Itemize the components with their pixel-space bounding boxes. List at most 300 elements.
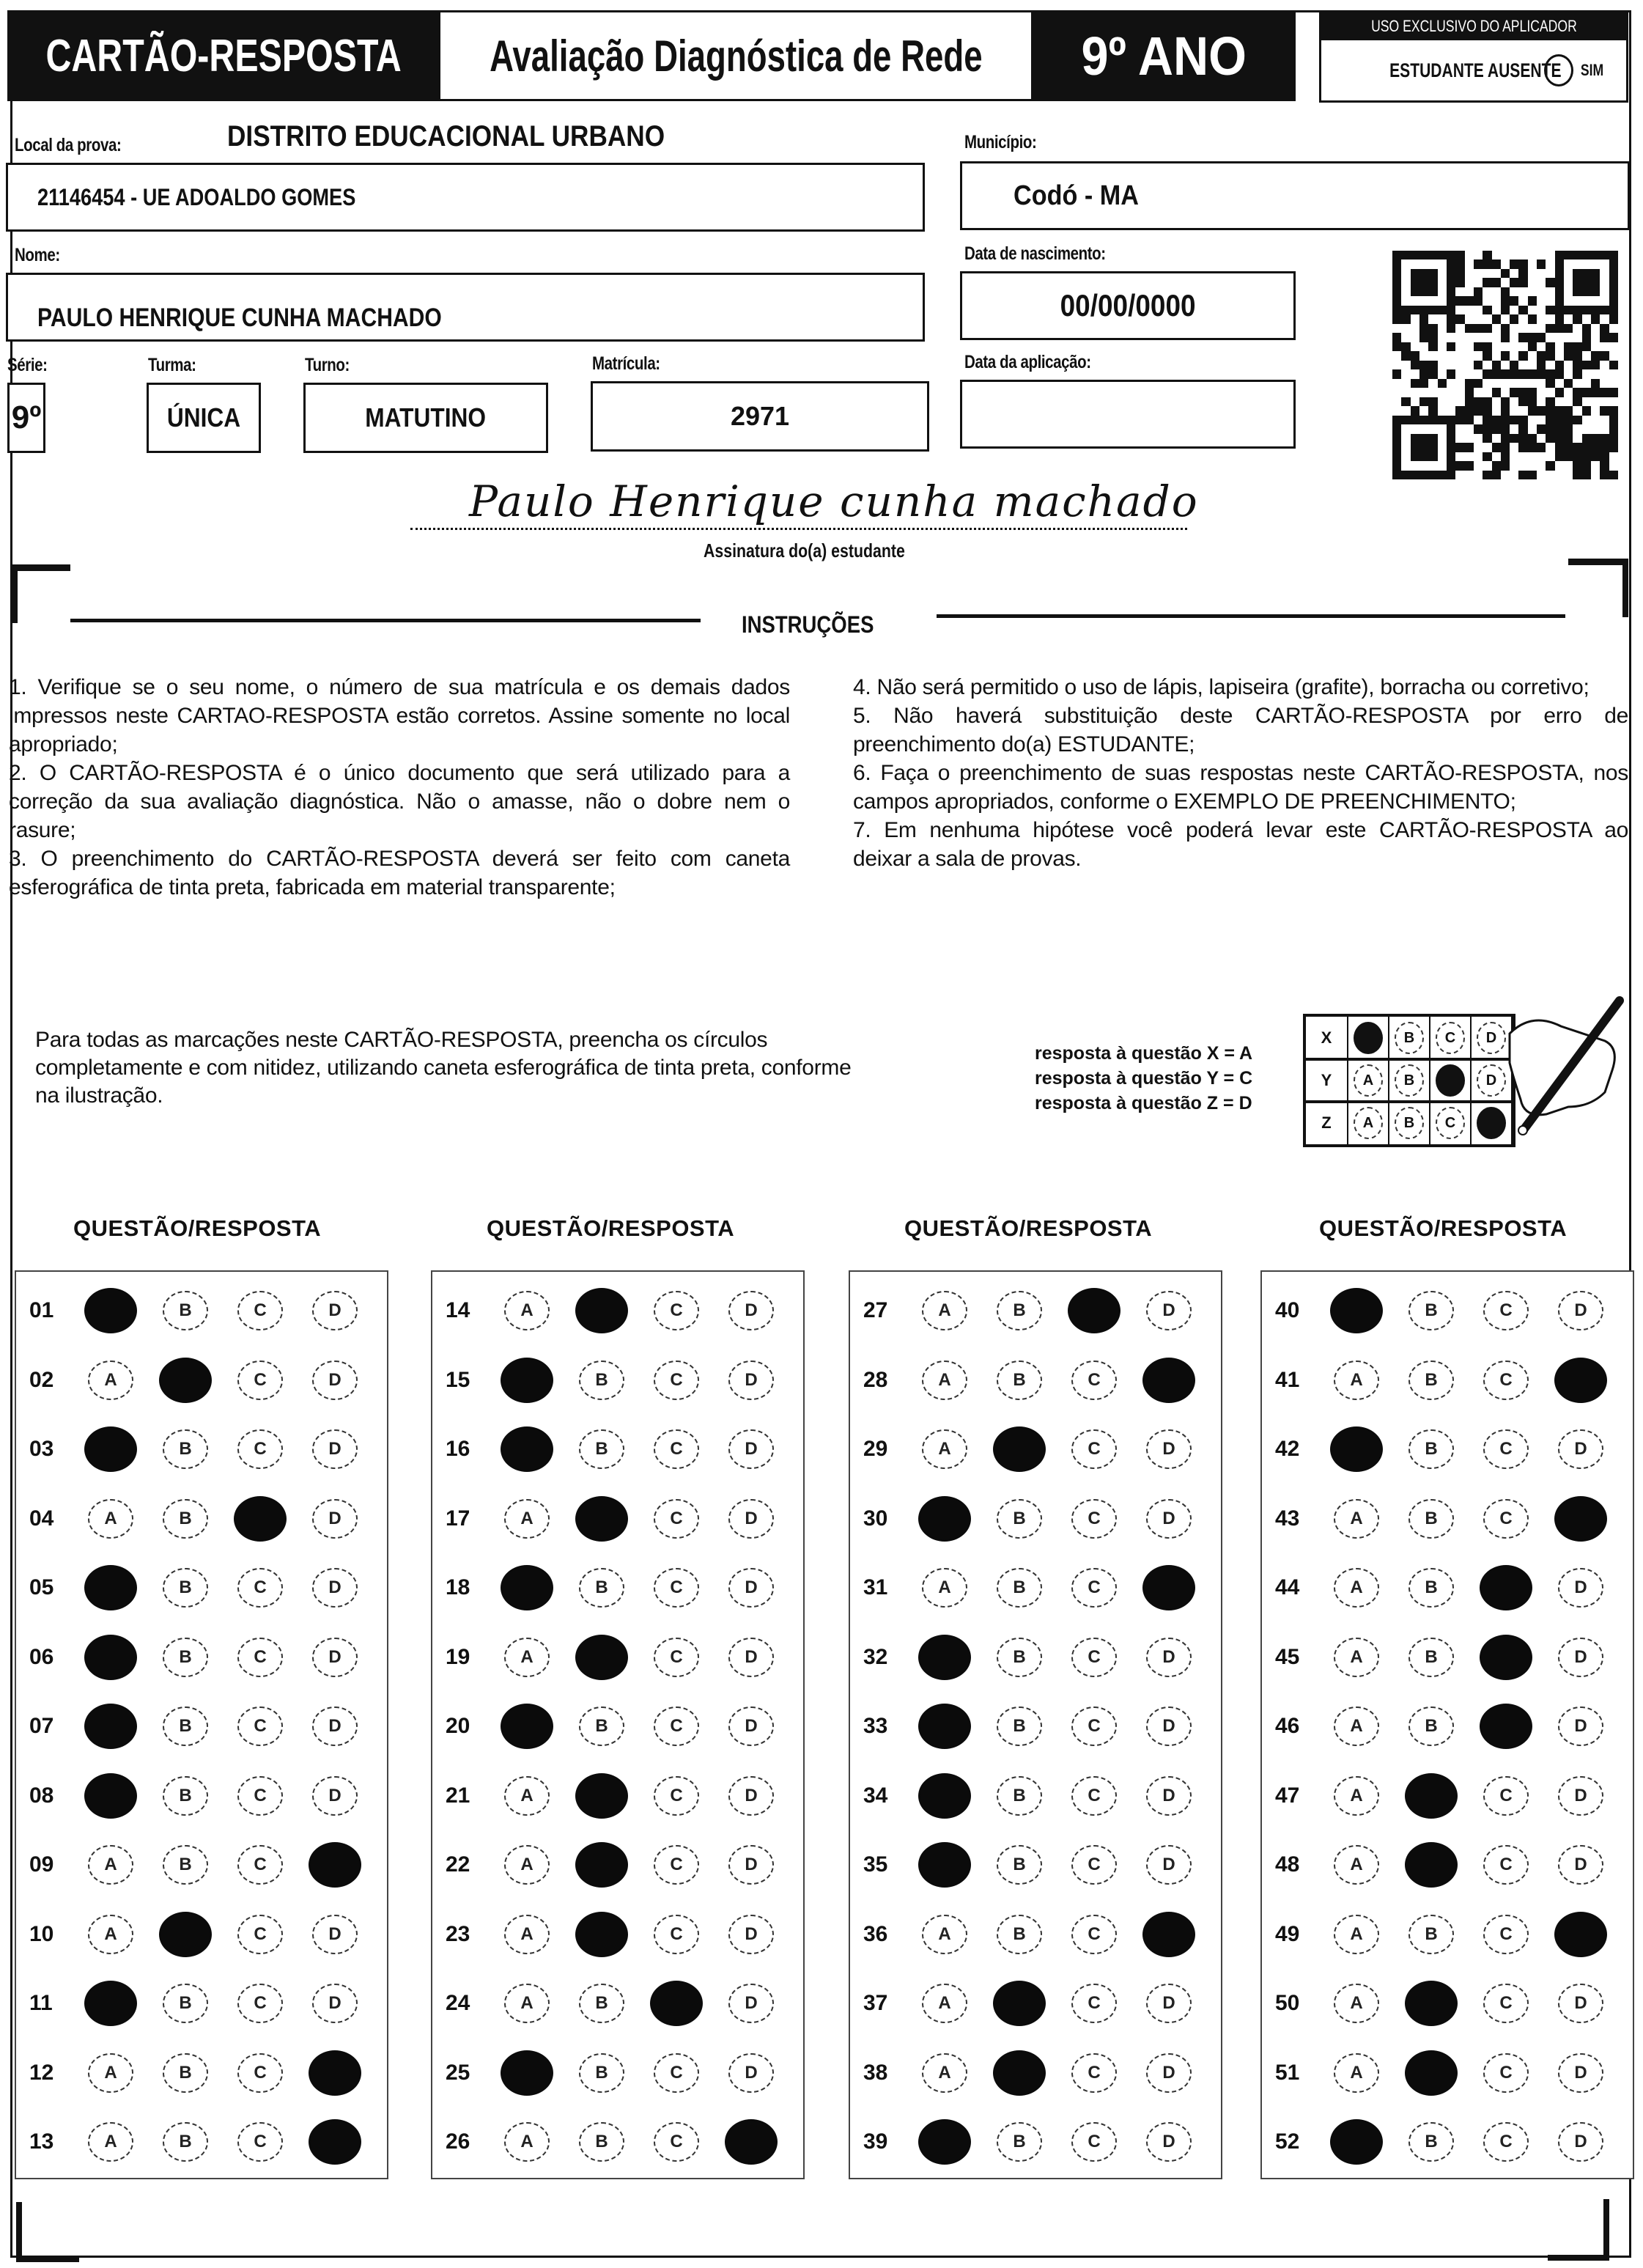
answer-bubble-b[interactable]: B <box>1408 1291 1454 1330</box>
answer-bubble-b[interactable]: B <box>579 1429 624 1469</box>
corner-mark-top-right <box>1568 559 1628 565</box>
question-row <box>850 1359 1221 1403</box>
answer-bubble-b[interactable]: B <box>579 1568 624 1608</box>
answer-bubble-a[interactable]: A <box>504 1984 550 2023</box>
answer-bubble-b[interactable]: B <box>163 1845 208 1885</box>
answer-bubble-b[interactable]: B <box>163 1638 208 1677</box>
answer-bubble-d[interactable]: D <box>1558 1638 1603 1677</box>
question-number: 38 <box>863 2060 888 2085</box>
answer-bubble-d[interactable] <box>1554 1358 1607 1403</box>
answer-bubble-d[interactable]: D <box>1146 1291 1192 1330</box>
answer-bubble-c[interactable]: C <box>237 1429 283 1469</box>
answer-bubble-b[interactable]: B <box>163 1429 208 1469</box>
answer-bubble-a[interactable]: A <box>504 1291 550 1330</box>
answer-bubble-a[interactable] <box>84 1635 137 1680</box>
answer-bubble-c[interactable]: C <box>1071 1984 1117 2023</box>
answer-bubble-c[interactable]: C <box>237 1291 283 1330</box>
answer-bubble-b[interactable]: B <box>1408 1429 1454 1469</box>
answer-bubble-b[interactable]: B <box>997 1915 1042 1954</box>
question-number: 42 <box>1275 1437 1300 1461</box>
example-bubble-a: A <box>1354 1064 1383 1097</box>
answer-bubble-d[interactable] <box>1554 1912 1607 1957</box>
answer-bubble-a[interactable]: A <box>88 2053 133 2093</box>
answer-bubble-c[interactable]: C <box>1071 1568 1117 1608</box>
answer-bubble-c[interactable]: C <box>1071 1361 1117 1400</box>
answer-bubble-b[interactable]: B <box>163 1568 208 1608</box>
turma-value: ÚNICA <box>166 402 241 432</box>
question-row <box>16 1913 387 1957</box>
answer-bubble-b[interactable]: B <box>997 1568 1042 1608</box>
answer-bubble-d[interactable]: D <box>312 1361 358 1400</box>
answer-bubble-b[interactable] <box>1405 1842 1458 1888</box>
answer-bubble-a[interactable] <box>84 1773 137 1819</box>
answer-bubble-b[interactable]: B <box>163 1291 208 1330</box>
answer-bubble-a[interactable] <box>501 1358 553 1403</box>
corner-mark-bottom-left <box>16 2256 79 2262</box>
answer-bubble-c[interactable] <box>1068 1288 1120 1333</box>
answer-bubble-a[interactable]: A <box>504 1638 550 1677</box>
answer-bubble-a[interactable] <box>501 1426 553 1472</box>
answer-bubble-a[interactable] <box>1330 1288 1383 1333</box>
answer-bubble-a[interactable]: A <box>1334 2053 1379 2093</box>
answer-bubble-c[interactable]: C <box>1071 1429 1117 1469</box>
answer-bubble-c[interactable]: C <box>1483 1915 1529 1954</box>
answer-bubble-c[interactable]: C <box>654 1361 699 1400</box>
answer-bubble-d[interactable]: D <box>312 1568 358 1608</box>
answer-bubble-c[interactable]: C <box>654 1291 699 1330</box>
answer-bubble-c[interactable]: C <box>237 2122 283 2162</box>
answer-bubble-c[interactable]: C <box>654 1915 699 1954</box>
answer-bubble-b[interactable]: B <box>579 1706 624 1746</box>
answer-bubble-d[interactable]: D <box>728 1568 774 1608</box>
answer-bubble-d[interactable]: D <box>1558 1568 1603 1608</box>
card-title-banner <box>7 10 440 101</box>
answer-bubble-b[interactable]: B <box>997 1706 1042 1746</box>
answer-bubble-a[interactable]: A <box>88 1915 133 1954</box>
answer-bubble-a[interactable]: A <box>1334 1984 1379 2023</box>
answer-bubble-a[interactable] <box>84 1288 137 1333</box>
answer-bubble-d[interactable]: D <box>1558 1429 1603 1469</box>
question-row <box>850 1775 1221 1819</box>
answer-bubble-b[interactable]: B <box>579 1361 624 1400</box>
answer-bubble-a[interactable]: A <box>922 1291 967 1330</box>
answer-bubble-d[interactable]: D <box>1146 2122 1192 2162</box>
answer-bubble-c[interactable]: C <box>654 2053 699 2093</box>
answer-bubble-c[interactable]: C <box>654 1638 699 1677</box>
answer-bubble-c[interactable]: C <box>1071 2122 1117 2162</box>
answer-bubble-d[interactable]: D <box>728 1291 774 1330</box>
answer-bubble-a[interactable]: A <box>1334 1845 1379 1885</box>
municipio-field <box>960 161 1630 230</box>
answer-bubble-d[interactable]: D <box>312 1776 358 1816</box>
example-bubble-c: C <box>1436 1107 1465 1139</box>
answer-bubble-d[interactable]: D <box>1558 1706 1603 1746</box>
question-row <box>16 1775 387 1819</box>
answer-bubble-b[interactable]: B <box>997 1638 1042 1677</box>
answer-bubble-b[interactable] <box>575 1912 628 1957</box>
question-row <box>850 1844 1221 1888</box>
example-bubble-b: B <box>1395 1022 1424 1054</box>
question-row <box>432 1289 803 1333</box>
answer-bubble-a[interactable] <box>1330 2119 1383 2165</box>
answer-bubble-b[interactable]: B <box>1408 1361 1454 1400</box>
question-row <box>850 1498 1221 1542</box>
question-row <box>16 1705 387 1749</box>
answer-bubble-b[interactable]: B <box>163 2122 208 2162</box>
answer-bubble-b[interactable]: B <box>163 2053 208 2093</box>
answer-bubble-d[interactable]: D <box>1146 1499 1192 1539</box>
answer-bubble-b[interactable] <box>1405 1773 1458 1819</box>
question-row <box>850 2121 1221 2165</box>
answer-bubble-a[interactable]: A <box>88 1361 133 1400</box>
question-row <box>1262 1844 1633 1888</box>
question-number: 49 <box>1275 1921 1300 1946</box>
answer-bubble-c[interactable]: C <box>1483 1984 1529 2023</box>
answer-bubble-c[interactable]: C <box>1483 1361 1529 1400</box>
answer-bubble-b[interactable]: B <box>997 1499 1042 1539</box>
question-row <box>850 1289 1221 1333</box>
answer-bubble-b[interactable] <box>575 1288 628 1333</box>
example-cell <box>1389 1017 1430 1059</box>
answer-bubble-c[interactable] <box>1480 1704 1532 1749</box>
question-number: 35 <box>863 1852 888 1877</box>
answer-bubble-c[interactable]: C <box>1483 1845 1529 1885</box>
question-row <box>1262 1775 1633 1819</box>
answer-bubble-a[interactable] <box>84 1426 137 1472</box>
answer-bubble-c[interactable] <box>1480 1635 1532 1680</box>
answer-bubble-d[interactable]: D <box>1558 2053 1603 2093</box>
answer-bubble-d[interactable]: D <box>1146 1638 1192 1677</box>
answer-bubble-a[interactable]: A <box>922 1429 967 1469</box>
turno-field <box>303 383 548 453</box>
answer-bubble-c[interactable]: C <box>1483 2053 1529 2093</box>
question-row <box>16 2121 387 2165</box>
answer-bubble-b[interactable] <box>993 2050 1046 2096</box>
answer-bubble-d[interactable]: D <box>312 1291 358 1330</box>
answer-bubble-b[interactable] <box>575 1842 628 1888</box>
answer-bubble-d[interactable]: D <box>312 1984 358 2023</box>
question-number: 17 <box>446 1506 470 1531</box>
column-header: QUESTÃO/RESPOSTA <box>904 1215 1153 1241</box>
answer-bubble-a[interactable]: A <box>504 1845 550 1885</box>
question-number: 39 <box>863 2129 888 2154</box>
answer-bubble-a[interactable]: A <box>1334 1499 1379 1539</box>
answer-bubble-a[interactable]: A <box>88 2122 133 2162</box>
answer-bubble-a[interactable] <box>918 1496 971 1542</box>
answer-bubble-d[interactable]: D <box>728 1915 774 1954</box>
answer-bubble-d[interactable]: D <box>1146 2053 1192 2093</box>
answer-bubble-c[interactable]: C <box>1071 2053 1117 2093</box>
answer-bubble-d[interactable]: D <box>1558 1845 1603 1885</box>
question-number: 15 <box>446 1367 470 1392</box>
answer-bubble-b[interactable]: B <box>1408 1706 1454 1746</box>
answer-bubble-c[interactable] <box>1480 1565 1532 1610</box>
answer-bubble-c[interactable]: C <box>654 2122 699 2162</box>
answer-bubble-b[interactable] <box>159 1358 212 1403</box>
answer-bubble-c[interactable]: C <box>237 1638 283 1677</box>
grade-badge: 9º ANO <box>1081 25 1247 86</box>
example-text: Para todas as marcações neste CARTÃO-RESPOSTA, preencha os círculos completamente e com nitidez, utilizando caneta esferográfica de tinta preta, conforme na ilustração. <box>35 1028 852 1108</box>
answer-bubble-a[interactable]: A <box>88 1845 133 1885</box>
signature-line <box>410 528 1187 530</box>
signature-handwritten: Paulo Henrique cunha machado <box>469 476 1199 526</box>
answer-bubble-a[interactable] <box>84 1704 137 1749</box>
answer-bubble-c[interactable]: C <box>1071 1638 1117 1677</box>
answer-bubble-b[interactable]: B <box>1408 1499 1454 1539</box>
answer-bubble-d[interactable]: D <box>728 2053 774 2093</box>
question-number: 30 <box>863 1506 888 1531</box>
answer-bubble-a[interactable]: A <box>504 2122 550 2162</box>
question-number: 05 <box>29 1575 54 1599</box>
answer-bubble-c[interactable]: C <box>237 1776 283 1816</box>
answer-bubble-c[interactable]: C <box>237 1845 283 1885</box>
answer-bubble-a[interactable]: A <box>1334 1568 1379 1608</box>
answer-bubble-a[interactable]: A <box>922 2053 967 2093</box>
question-number: 36 <box>863 1921 888 1946</box>
question-number: 25 <box>446 2060 470 2085</box>
question-number: 19 <box>446 1644 470 1669</box>
example-bubble-b: B <box>1395 1064 1424 1097</box>
answer-bubble-d[interactable] <box>1554 1496 1607 1542</box>
nascimento-value: 00/00/0000 <box>1060 288 1196 323</box>
answer-bubble-d[interactable] <box>1142 1358 1195 1403</box>
answer-bubble-d[interactable]: D <box>1558 1776 1603 1816</box>
answer-bubble-d[interactable]: D <box>728 1361 774 1400</box>
answer-bubble-a[interactable]: A <box>922 1984 967 2023</box>
answer-bubble-c[interactable]: C <box>654 1706 699 1746</box>
answer-bubble-a[interactable]: A <box>922 1915 967 1954</box>
turma-label: Turma: <box>148 355 196 375</box>
answer-bubble-b[interactable]: B <box>997 2122 1042 2162</box>
answer-bubble-d[interactable]: D <box>312 1706 358 1746</box>
answer-bubble-c[interactable] <box>650 1981 703 2026</box>
answer-bubble-b[interactable]: B <box>163 1984 208 2023</box>
answer-bubble-d[interactable] <box>309 2050 361 2096</box>
answer-bubble-a[interactable] <box>501 1565 553 1610</box>
question-row <box>1262 1636 1633 1680</box>
answer-bubble-a[interactable]: A <box>88 1499 133 1539</box>
question-row <box>1262 1982 1633 2026</box>
answer-bubble-b[interactable] <box>575 1635 628 1680</box>
answer-bubble-a[interactable] <box>1330 1426 1383 1472</box>
question-row <box>1262 1359 1633 1403</box>
answer-bubble-a[interactable] <box>918 1773 971 1819</box>
answer-bubble-a[interactable]: A <box>922 1361 967 1400</box>
answer-bubble-d[interactable]: D <box>728 1706 774 1746</box>
answer-bubble-d[interactable] <box>309 2119 361 2165</box>
answer-bubble-c[interactable]: C <box>1483 1429 1529 1469</box>
instruction-6: 6. Faça o preenchimento de suas respostas neste CARTÃO-RESPOSTA, nos campos apropriados, conforme o EXEMPLO DE PREENCHIMENTO; <box>853 761 1628 814</box>
answer-bubble-d[interactable]: D <box>728 1429 774 1469</box>
answer-bubble-b[interactable] <box>1405 2050 1458 2096</box>
answer-bubble-d[interactable] <box>309 1842 361 1888</box>
answer-bubble-d[interactable]: D <box>1146 1845 1192 1885</box>
corner-mark-bottom-right-v <box>1603 2199 1609 2261</box>
question-number: 23 <box>446 1921 470 1946</box>
answer-bubble-d[interactable]: D <box>1146 1984 1192 2023</box>
question-row <box>850 2052 1221 2096</box>
question-number: 04 <box>29 1506 54 1531</box>
answer-bubble-b[interactable]: B <box>1408 1638 1454 1677</box>
answer-bubble-a[interactable] <box>918 1842 971 1888</box>
answer-bubble-c[interactable]: C <box>237 1706 283 1746</box>
nome-label: Nome: <box>15 245 60 265</box>
question-row <box>432 2052 803 2096</box>
question-number: 20 <box>446 1714 470 1738</box>
answer-bubble-b[interactable]: B <box>1408 1568 1454 1608</box>
question-row <box>16 1289 387 1333</box>
answer-bubble-d[interactable] <box>1142 1565 1195 1610</box>
answer-bubble-a[interactable]: A <box>1334 1706 1379 1746</box>
answer-bubble-c[interactable]: C <box>654 1429 699 1469</box>
answer-bubble-d[interactable]: D <box>1558 1984 1603 2023</box>
answer-bubble-c[interactable]: C <box>1483 1499 1529 1539</box>
example-bubble-d: D <box>1477 1022 1506 1054</box>
turno-label: Turno: <box>305 355 350 375</box>
question-number: 07 <box>29 1714 54 1738</box>
answer-bubble-c[interactable]: C <box>1071 1915 1117 1954</box>
answer-bubble-a[interactable]: A <box>1334 1361 1379 1400</box>
example-row-label: Y <box>1306 1059 1348 1102</box>
answer-bubble-a[interactable]: A <box>1334 1638 1379 1677</box>
answer-bubble-b[interactable]: B <box>1408 1915 1454 1954</box>
matricula-label: Matrícula: <box>592 353 660 374</box>
answer-bubble-a[interactable]: A <box>1334 1776 1379 1816</box>
question-number: 45 <box>1275 1644 1300 1669</box>
answer-bubble-a[interactable] <box>501 1704 553 1749</box>
nascimento-label: Data de nascimento: <box>964 243 1106 264</box>
answer-bubble-c[interactable]: C <box>1483 1776 1529 1816</box>
answer-bubble-d[interactable]: D <box>728 1499 774 1539</box>
local-label: Local da prova: <box>15 135 122 155</box>
answer-bubble-a[interactable] <box>84 1981 137 2026</box>
answer-bubble-b[interactable] <box>575 1496 628 1542</box>
school-value: 21146454 - UE ADOALDO GOMES <box>37 183 356 210</box>
answer-bubble-d[interactable]: D <box>728 1984 774 2023</box>
instruction-7: 7. Em nenhuma hipótese você poderá levar este CARTÃO-RESPOSTA ao deixar a sala de provas. <box>853 818 1628 871</box>
answer-bubble-a[interactable]: A <box>504 1776 550 1816</box>
answer-bubble-d[interactable]: D <box>1558 1291 1603 1330</box>
question-number: 43 <box>1275 1506 1300 1531</box>
answer-bubble-a[interactable] <box>84 1565 137 1610</box>
answer-bubble-c[interactable]: C <box>1071 1845 1117 1885</box>
answer-bubble-d[interactable]: D <box>728 1776 774 1816</box>
question-number: 26 <box>446 2129 470 2154</box>
answer-bubble-b[interactable] <box>575 1773 628 1819</box>
answer-bubble-b[interactable] <box>159 1912 212 1957</box>
question-number: 28 <box>863 1367 888 1392</box>
answer-bubble-a[interactable]: A <box>504 1499 550 1539</box>
answer-bubble-c[interactable]: C <box>654 1499 699 1539</box>
answer-bubble-d[interactable] <box>725 2119 778 2165</box>
answer-bubble-b[interactable]: B <box>163 1776 208 1816</box>
answer-bubble-c[interactable] <box>234 1496 287 1542</box>
answer-bubble-b[interactable] <box>993 1981 1046 2026</box>
corner-mark-top-left <box>12 564 70 571</box>
answer-bubble-a[interactable] <box>918 1635 971 1680</box>
answer-panel <box>431 1270 805 2179</box>
absent-row <box>1321 40 1626 100</box>
answer-bubble-b[interactable]: B <box>163 1706 208 1746</box>
answer-bubble-d[interactable]: D <box>1146 1429 1192 1469</box>
question-number: 31 <box>863 1575 888 1599</box>
card-title: CARTÃO-RESPOSTA <box>45 30 402 81</box>
answer-bubble-c[interactable]: C <box>237 1984 283 2023</box>
answer-bubble-c[interactable]: C <box>237 1568 283 1608</box>
answer-bubble-b[interactable]: B <box>997 1291 1042 1330</box>
question-row <box>16 1498 387 1542</box>
question-number: 02 <box>29 1367 54 1392</box>
answer-bubble-c[interactable]: C <box>1483 2122 1529 2162</box>
answer-bubble-d[interactable]: D <box>312 1499 358 1539</box>
answer-bubble-d[interactable]: D <box>1558 2122 1603 2162</box>
answer-bubble-d[interactable]: D <box>312 1429 358 1469</box>
answer-bubble-c[interactable]: C <box>1483 1291 1529 1330</box>
question-row <box>1262 1289 1633 1333</box>
answer-bubble-c[interactable]: C <box>1071 1776 1117 1816</box>
answer-bubble-b[interactable]: B <box>997 1361 1042 1400</box>
answer-bubble-b[interactable]: B <box>997 1776 1042 1816</box>
question-number: 14 <box>446 1298 470 1322</box>
question-number: 16 <box>446 1437 470 1461</box>
answer-bubble-c[interactable]: C <box>237 2053 283 2093</box>
answer-bubble-b[interactable]: B <box>579 2053 624 2093</box>
answer-bubble-d[interactable]: D <box>312 1915 358 1954</box>
answer-bubble-d[interactable] <box>1142 1912 1195 1957</box>
answer-bubble-a[interactable]: A <box>1334 1915 1379 1954</box>
example-cell <box>1430 1059 1472 1102</box>
example-cell <box>1348 1017 1389 1059</box>
example-legend <box>1035 1041 1252 1116</box>
aplicacao-field[interactable] <box>960 380 1296 449</box>
answer-bubble-a[interactable]: A <box>922 1568 967 1608</box>
answer-bubble-d[interactable]: D <box>1146 1776 1192 1816</box>
answer-bubble-c[interactable]: C <box>237 1361 283 1400</box>
answer-bubble-a[interactable] <box>918 1704 971 1749</box>
answer-bubble-b[interactable] <box>1405 1981 1458 2026</box>
answer-bubble-d[interactable]: D <box>728 1845 774 1885</box>
question-row <box>432 1428 803 1472</box>
answer-bubble-c[interactable]: C <box>654 1568 699 1608</box>
answer-bubble-b[interactable]: B <box>997 1845 1042 1885</box>
answer-bubble-b[interactable]: B <box>1408 2122 1454 2162</box>
question-row <box>432 1359 803 1403</box>
answer-bubble-a[interactable] <box>918 2119 971 2165</box>
question-row <box>850 1982 1221 2026</box>
answer-bubble-c[interactable]: C <box>1071 1499 1117 1539</box>
answer-bubble-a[interactable] <box>501 2050 553 2096</box>
example-legend-y: resposta à questão Y = C <box>1035 1068 1253 1089</box>
answer-bubble-b[interactable]: B <box>579 2122 624 2162</box>
answer-bubble-d[interactable]: D <box>1146 1706 1192 1746</box>
instructions-rule-left <box>70 619 701 622</box>
applicator-box <box>1319 10 1628 103</box>
answer-bubble-a[interactable]: A <box>504 1915 550 1954</box>
answer-bubble-c[interactable]: C <box>1071 1706 1117 1746</box>
district-name: DISTRITO EDUCACIONAL URBANO <box>227 120 665 152</box>
answer-bubble-b[interactable]: B <box>579 1984 624 2023</box>
answer-bubble-c[interactable]: C <box>237 1915 283 1954</box>
question-row <box>850 1705 1221 1749</box>
answer-bubble-d[interactable]: D <box>728 1638 774 1677</box>
answer-panel <box>849 1270 1222 2179</box>
answer-bubble-d[interactable]: D <box>312 1638 358 1677</box>
answer-bubble-b[interactable]: B <box>163 1499 208 1539</box>
example-legend-x: resposta à questão X = A <box>1035 1043 1253 1064</box>
answer-bubble-b[interactable] <box>993 1426 1046 1472</box>
answer-bubble-c[interactable]: C <box>654 1845 699 1885</box>
answer-bubble-c[interactable]: C <box>654 1776 699 1816</box>
